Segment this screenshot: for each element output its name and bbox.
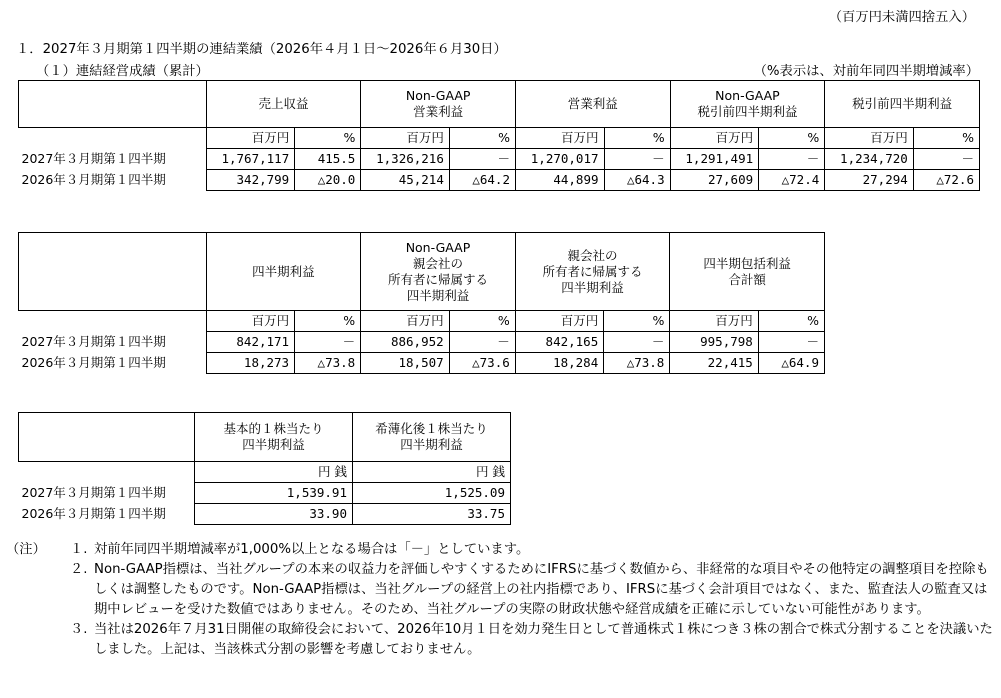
value-cell: 33.75 — [353, 504, 511, 525]
row-label: 2027年３月期第１四半期 — [19, 332, 207, 353]
column-header: 四半期包括利益 合計額 — [670, 233, 825, 311]
value-cell: － — [449, 149, 515, 170]
column-header: Non-GAAP 営業利益 — [361, 81, 516, 128]
value-cell: △64.3 — [604, 170, 670, 191]
value-cell: △64.9 — [758, 353, 824, 374]
value-cell: △73.6 — [449, 353, 515, 374]
value-cell: △73.8 — [295, 353, 361, 374]
row-label: 2026年３月期第１四半期 — [19, 170, 207, 191]
value-cell: △20.0 — [295, 170, 361, 191]
unit-cell: 円 銭 — [195, 462, 353, 483]
table-row — [19, 504, 511, 525]
row-label: 2027年３月期第１四半期 — [19, 149, 207, 170]
consolidated-results-table — [18, 80, 980, 191]
value-cell: 1,767,117 — [206, 149, 295, 170]
unit-row-label — [19, 462, 195, 483]
value-cell: － — [759, 149, 825, 170]
column-header: 基本的１株当たり 四半期利益 — [195, 413, 353, 462]
column-header: Non-GAAP 税引前四半期利益 — [670, 81, 825, 128]
unit-cell: % — [449, 311, 515, 332]
unit-cell: 百万円 — [515, 128, 604, 149]
row-label: 2027年３月期第１四半期 — [19, 483, 195, 504]
value-cell: － — [913, 149, 979, 170]
unit-cell: 百万円 — [825, 128, 914, 149]
note-lead: （注） — [6, 542, 46, 557]
value-cell: 27,294 — [825, 170, 914, 191]
value-cell: 18,284 — [515, 353, 603, 374]
value-cell: 1,326,216 — [361, 149, 450, 170]
value-cell: 842,171 — [206, 332, 294, 353]
note-number: ３. — [70, 622, 88, 637]
value-cell: 44,899 — [515, 170, 604, 191]
unit-note: （百万円未満四捨五入） — [828, 10, 975, 25]
table-row — [19, 170, 980, 191]
unit-row-label — [19, 311, 207, 332]
note-lead — [6, 560, 70, 620]
section-title: １．2027年３月期第１四半期の連結業績（2026年４月１日～2026年６月30日） — [16, 42, 507, 57]
unit-cell: 百万円 — [515, 311, 603, 332]
value-cell: 1,539.91 — [195, 483, 353, 504]
value-cell: － — [604, 332, 670, 353]
note-text: 当社は2026年７月31日開催の取締役会において、2026年10月１日を効力発生日として普通株式１株につき３株の割合で株式分割することを決議いたしました。上記は、当該株式分割の影響を考慮しておりません。 — [94, 622, 993, 657]
column-header: 四半期利益 — [206, 233, 361, 311]
value-cell: 45,214 — [361, 170, 450, 191]
unit-cell: % — [913, 128, 979, 149]
column-header: 売上収益 — [206, 81, 361, 128]
table-row — [19, 149, 980, 170]
unit-cell: % — [295, 311, 361, 332]
value-cell: 18,507 — [361, 353, 449, 374]
note-number: ２. — [70, 562, 88, 577]
value-cell: 33.90 — [195, 504, 353, 525]
value-cell: 1,270,017 — [515, 149, 604, 170]
pct-note: （%表示は、対前年同四半期増減率） — [753, 64, 979, 79]
header-empty-cell — [19, 233, 207, 311]
subsection-title: （１）連結経営成績（累計） — [36, 64, 209, 79]
unit-cell: % — [759, 128, 825, 149]
unit-cell: 円 銭 — [353, 462, 511, 483]
column-header: 営業利益 — [515, 81, 670, 128]
value-cell: 342,799 — [206, 170, 295, 191]
profit-table — [18, 232, 825, 374]
unit-cell: 百万円 — [670, 128, 759, 149]
note-lead — [6, 620, 70, 660]
row-label: 2026年３月期第１四半期 — [19, 504, 195, 525]
value-cell: － — [295, 332, 361, 353]
unit-cell: % — [758, 311, 824, 332]
value-cell: △72.4 — [759, 170, 825, 191]
value-cell: 1,525.09 — [353, 483, 511, 504]
eps-table — [18, 412, 511, 525]
table-row — [19, 483, 511, 504]
unit-cell: 百万円 — [206, 128, 295, 149]
note-item — [6, 620, 996, 660]
value-cell: － — [449, 332, 515, 353]
column-header: Non-GAAP 親会社の 所有者に帰属する 四半期利益 — [361, 233, 516, 311]
unit-cell: 百万円 — [670, 311, 758, 332]
column-header: 希薄化後１株当たり 四半期利益 — [353, 413, 511, 462]
unit-cell: % — [604, 311, 670, 332]
unit-cell: 百万円 — [361, 311, 449, 332]
table-row — [19, 332, 825, 353]
value-cell: △73.8 — [604, 353, 670, 374]
unit-cell: % — [449, 128, 515, 149]
value-cell: 1,291,491 — [670, 149, 759, 170]
value-cell: － — [758, 332, 824, 353]
value-cell: 27,609 — [670, 170, 759, 191]
value-cell: △64.2 — [449, 170, 515, 191]
value-cell: － — [604, 149, 670, 170]
unit-cell: % — [604, 128, 670, 149]
column-header: 親会社の 所有者に帰属する 四半期利益 — [515, 233, 670, 311]
note-item — [6, 540, 996, 560]
unit-cell: 百万円 — [361, 128, 450, 149]
table-row — [19, 353, 825, 374]
note-item — [6, 560, 996, 620]
column-header: 税引前四半期利益 — [825, 81, 980, 128]
value-cell: 18,273 — [206, 353, 294, 374]
header-empty-cell — [19, 413, 195, 462]
note-text: 対前年同四半期増減率が1,000%以上となる場合は「－」としています。 — [94, 542, 530, 557]
note-number: １. — [70, 542, 88, 557]
notes — [6, 540, 996, 660]
unit-cell: 百万円 — [206, 311, 294, 332]
value-cell: 1,234,720 — [825, 149, 914, 170]
value-cell: 415.5 — [295, 149, 361, 170]
value-cell: △72.6 — [913, 170, 979, 191]
note-text: Non-GAAP指標は、当社グループの本来の収益力を評価しやすくするためにIFRSに基づく数値から、非経常的な項目やその他特定の調整項目を控除もしくは調整したものです。Non-GAAP指標は、当社グループの経営上の社内指標であり、IFRSに基づく会計項目ではなく、また、監査法人の監査又は期中レビューを受けた数値ではありません。そのため、当社グループの実際の財政状態や経営成績を正確に示していない可能性があります。 — [94, 562, 989, 617]
value-cell: 22,415 — [670, 353, 758, 374]
value-cell: 886,952 — [361, 332, 449, 353]
row-label: 2026年３月期第１四半期 — [19, 353, 207, 374]
value-cell: 995,798 — [670, 332, 758, 353]
value-cell: 842,165 — [515, 332, 603, 353]
header-empty-cell — [19, 81, 207, 128]
unit-row-label — [19, 128, 207, 149]
unit-cell: % — [295, 128, 361, 149]
